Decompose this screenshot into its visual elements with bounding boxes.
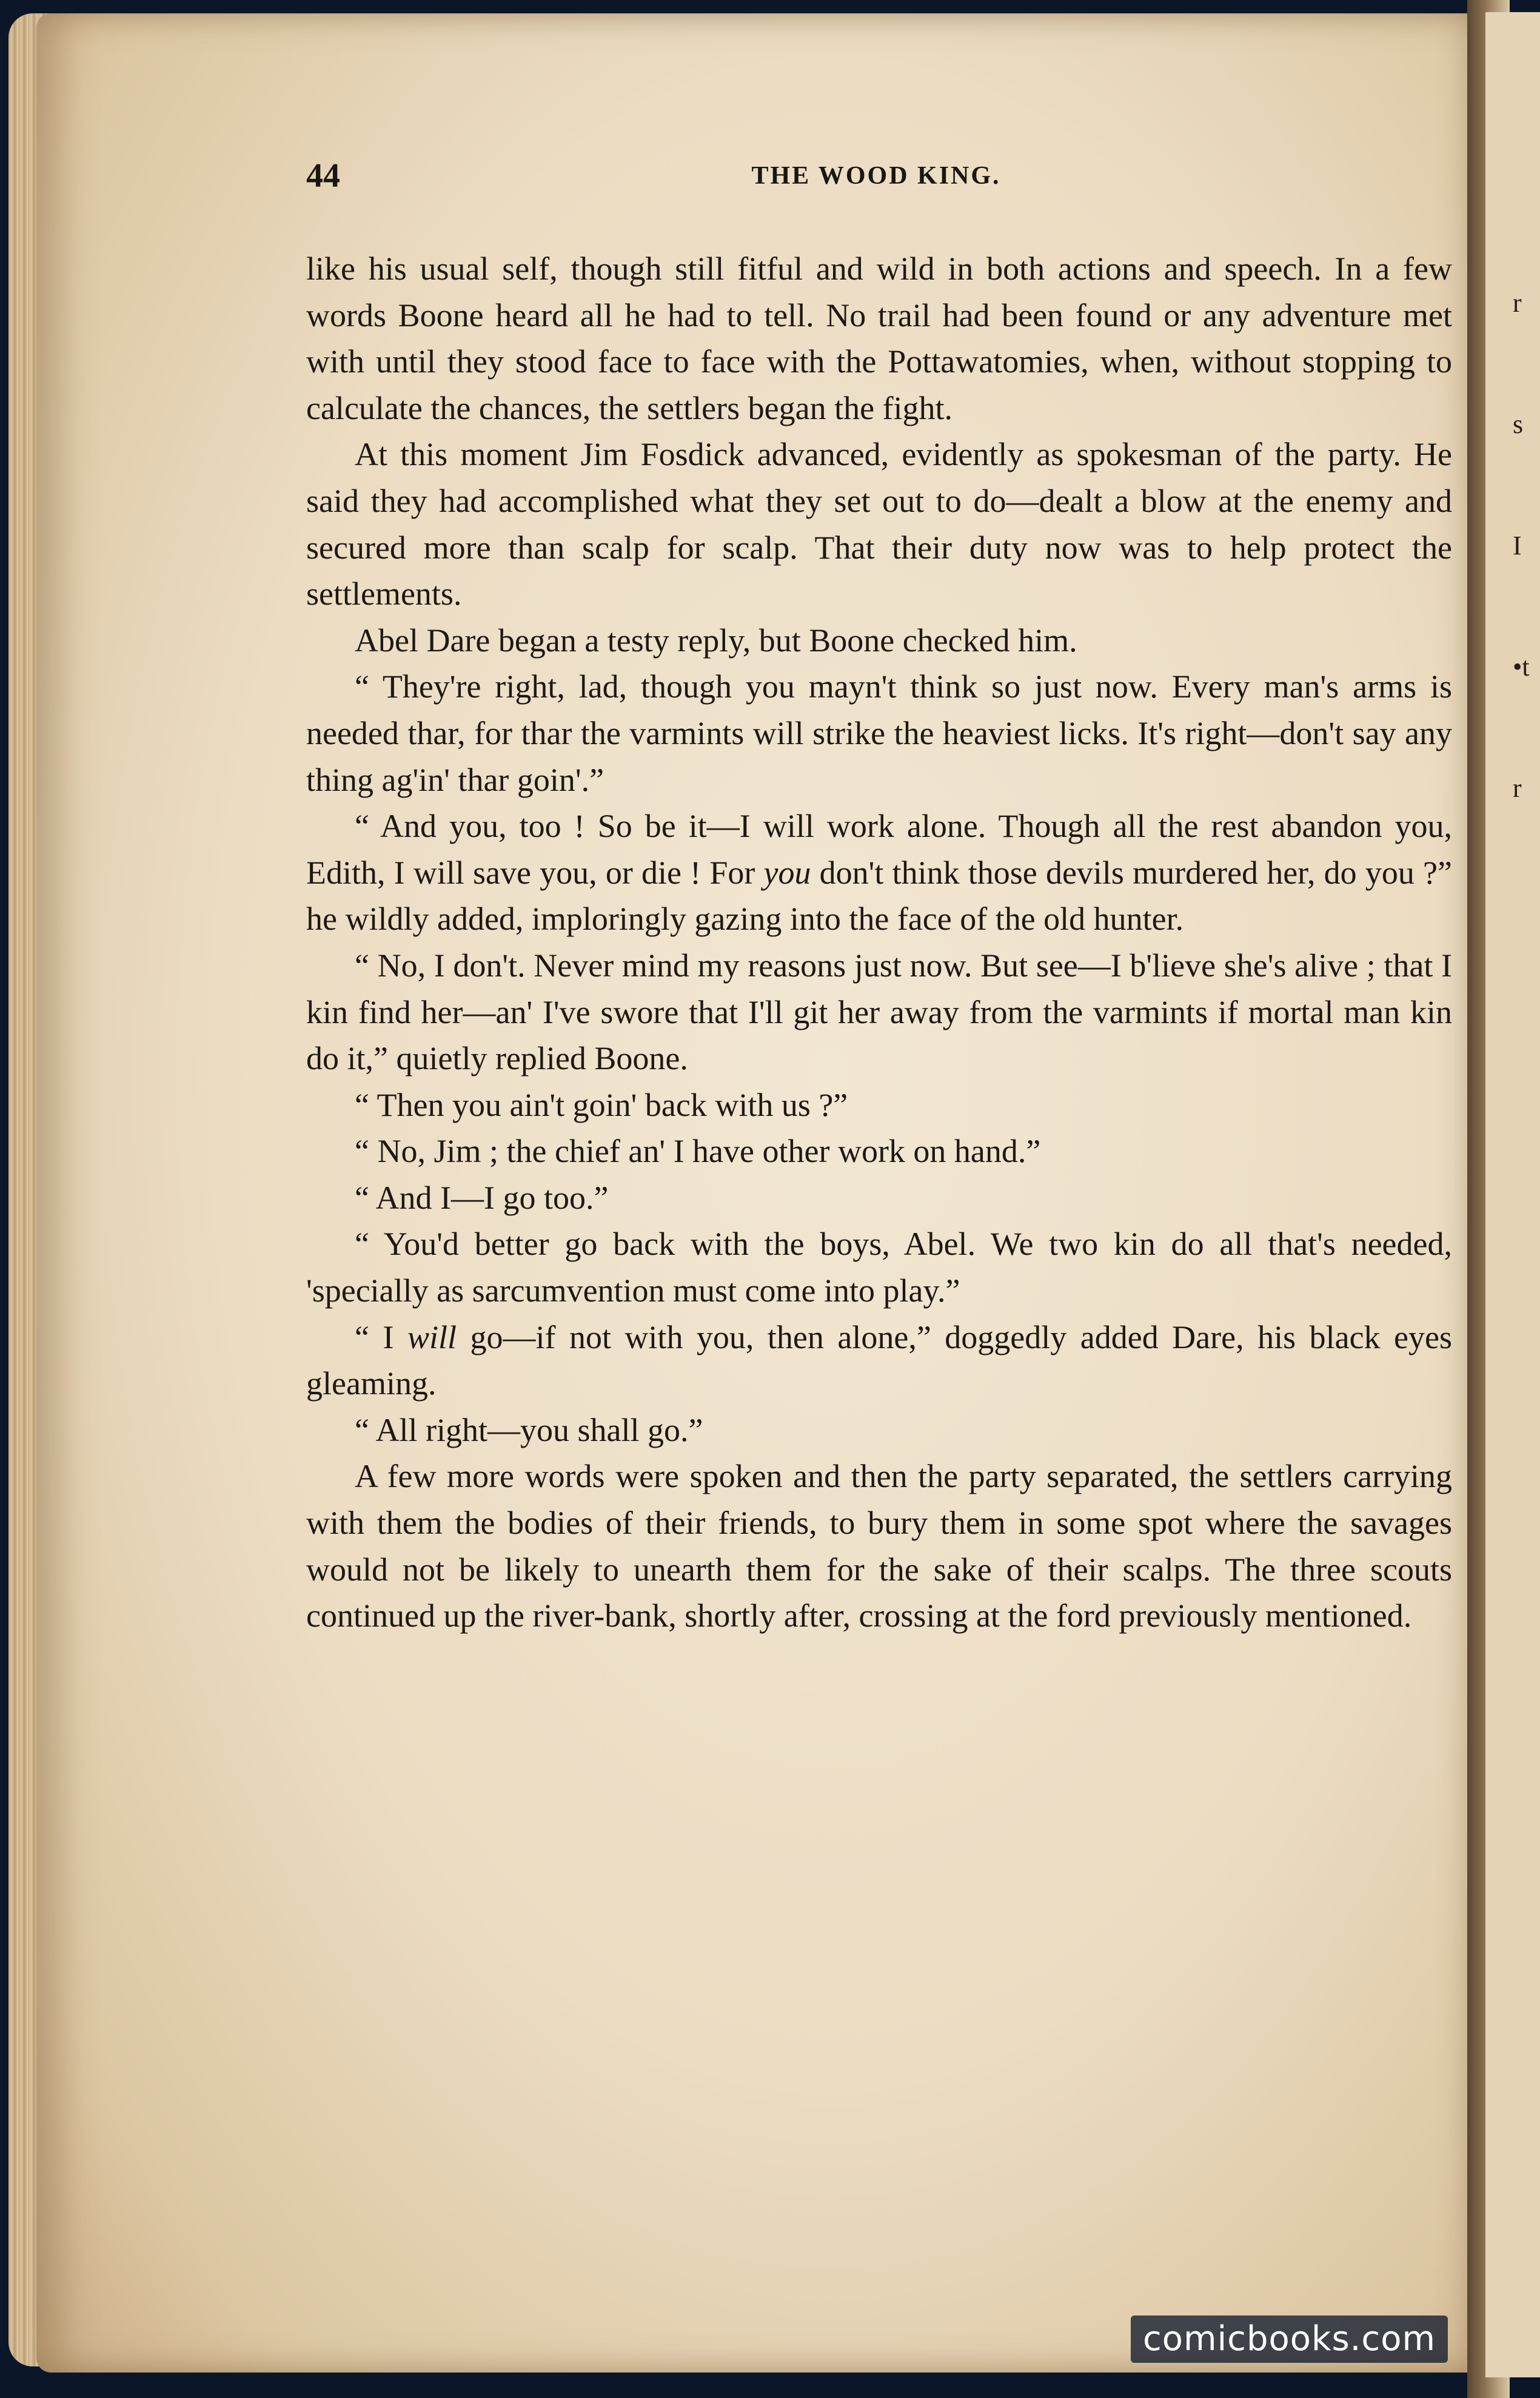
site-watermark: comicbooks.com <box>1131 2316 1448 2363</box>
paragraph-text: go—if not with you, then alone,” doggedly added Dare, his black eyes gleaming. <box>306 1318 1452 1402</box>
facing-page-letters <box>1513 243 1537 849</box>
paragraph: “ Then you ain't goin' back with us ?” <box>355 1086 848 1123</box>
paragraph-text: don't think those devils murdered her, do you ?” he wildly added, imploringly gazing into the face of the old hunter. <box>306 854 1452 938</box>
paragraph: “ No, I don't. Never mind my reasons just now. But see—I b'lieve she's alive ; that I kin find her—an' I've swore that I'll git her away from the varmints if mortal man kin do it,” quietly replied Boone. <box>306 947 1452 1077</box>
paragraph: like his usual self, though still fitful and wild in both actions and speech. In a few words Boone heard all he had to tell. No trail had been found or any adventure met with until they stood face to face with the Pottawatomies, when, without stopping to calculate the chances, the settlers began the fight. <box>306 250 1452 426</box>
paragraph <box>306 803 1452 942</box>
facing-letter: r <box>1513 288 1522 318</box>
paragraph <box>306 1314 1452 1407</box>
paragraph: At this moment Jim Fosdick advanced, evidently as spokesman of the party. He said they had accomplished what they set out to do—dealt a blow at the enemy and secured more than scalp for scalp. That their duty now was to help protect the settlements. <box>306 436 1452 613</box>
page-number: 44 <box>306 157 340 195</box>
paragraph: “ No, Jim ; the chief an' I have other work on hand.” <box>355 1133 1041 1170</box>
facing-letter: •t <box>1513 652 1530 682</box>
page-header <box>306 156 1446 199</box>
emphasis: will <box>407 1318 457 1355</box>
paragraph: “ They're right, lad, though you mayn't think so just now. Every man's arms is needed thar, for thar the varmints will strike the heaviest licks. It's right—don't say any thing ag'in' thar goin'.” <box>306 668 1452 798</box>
paragraph: “ You'd better go back with the boys, Abel. We two kin do all that's needed, 'specially as sarcumvention must come into play.” <box>306 1226 1452 1309</box>
paragraph-text: “ I <box>355 1318 407 1355</box>
body-text <box>306 246 1452 1639</box>
paragraph: “ And I—I go too.” <box>355 1179 609 1216</box>
facing-letter: r <box>1513 773 1522 803</box>
emphasis: you <box>763 854 811 891</box>
paragraph: Abel Dare began a testy reply, but Boone checked him. <box>355 622 1077 659</box>
paragraph: “ All right—you shall go.” <box>355 1411 703 1448</box>
paragraph: A few more words were spoken and then the party separated, the settlers carrying with them the bodies of their friends, to bury them in some spot where the savages would not be likely to unearth them for the sake of their scalps. The three scouts continued up the river-bank, shortly after, crossing at the ford previously mentioned. <box>306 1458 1452 1634</box>
facing-letter: I <box>1513 531 1522 560</box>
paragraph-text: “ And you, too ! So be it—I will work alone. Though all the rest abandon you, Edith, I will save you, or die ! For <box>306 808 1452 891</box>
facing-letter: s <box>1513 409 1524 439</box>
running-head: THE WOOD KING. <box>751 162 1001 190</box>
